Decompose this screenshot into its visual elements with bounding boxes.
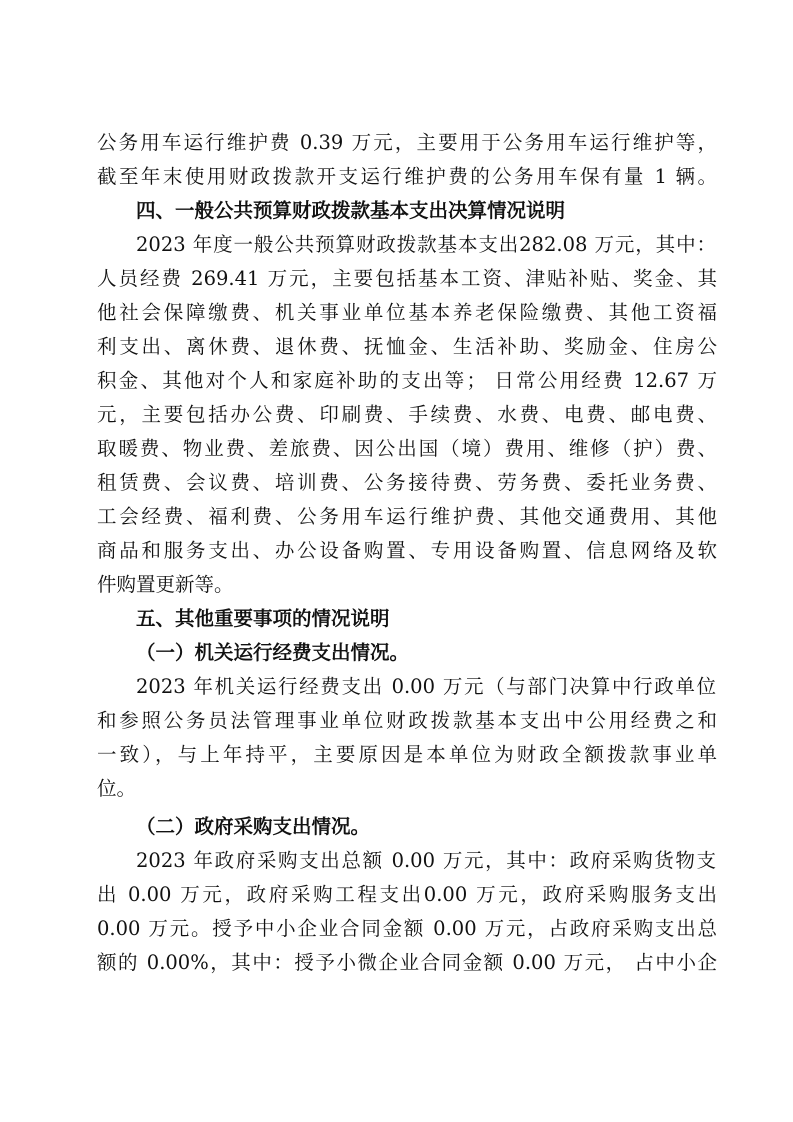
paragraph-line: 商品和服务支出、办公设备购置、专用设备购置、信息网络及软 [97,539,717,562]
paragraph-line: 租赁费、会议费、培训费、公务接待费、劳务费、委托业务费、 [97,471,717,494]
paragraph-line: 利支出、离休费、退休费、抚恤金、生活补助、奖励金、住房公 [97,335,717,358]
paragraph-line: 额的 0.00%，其中：授予小微企业合同金额 0.00 万元， 占中小企 [97,951,717,974]
paragraph-line: 出 0.00 万元，政府采购工程支出0.00 万元，政府采购服务支出 [97,883,717,906]
paragraph-line: 积金、其他对个人和家庭补助的支出等； 日常公用经费 12.67 万 [97,369,717,392]
paragraph-line: 元，主要包括办公费、印刷费、手续费、水费、电费、邮电费、 [97,403,717,426]
paragraph-line: 位。 [97,777,137,800]
paragraph-line: 件购置更新等。 [97,573,234,596]
section-heading: 四、一般公共预算财政拨款基本支出决算情况说明 [136,199,566,222]
subsection-heading: （一）机关运行经费支出情况。 [136,641,410,664]
paragraph-line: 人员经费 269.41 万元，主要包括基本工资、津贴补贴、奖金、其 [97,267,717,290]
paragraph-line: 他社会保障缴费、机关事业单位基本养老保险缴费、其他工资福 [97,301,717,324]
paragraph-line: 工会经费、福利费、公务用车运行维护费、其他交通费用、其他 [97,505,717,528]
paragraph-line: 一致），与上年持平，主要原因是本单位为财政全额拨款事业单 [97,743,717,766]
paragraph-line: 和参照公务员法管理事业单位财政拨款基本支出中公用经费之和 [97,709,717,732]
paragraph-line: 2023 年度一般公共预算财政拨款基本支出282.08 万元，其中： [136,233,716,256]
paragraph-line: 2023 年机关运行经费支出 0.00 万元（与部门决算中行政单位 [136,675,716,698]
section-heading: 五、其他重要事项的情况说明 [136,607,390,630]
paragraph-line: 2023 年政府采购支出总额 0.00 万元，其中：政府采购货物支 [136,849,716,872]
subsection-heading: （二）政府采购支出情况。 [136,815,371,838]
paragraph-line: 公务用车运行维护费 0.39 万元，主要用于公务用车运行维护等， [97,131,717,154]
paragraph-line: 0.00 万元。授予中小企业合同金额 0.00 万元，占政府采购支出总 [97,917,717,940]
paragraph-line: 取暖费、物业费、差旅费、因公出国（境）费用、维修（护）费、 [97,437,717,460]
paragraph-line: 截至年末使用财政拨款开支运行维护费的公务用车保有量 1 辆。 [97,165,717,188]
